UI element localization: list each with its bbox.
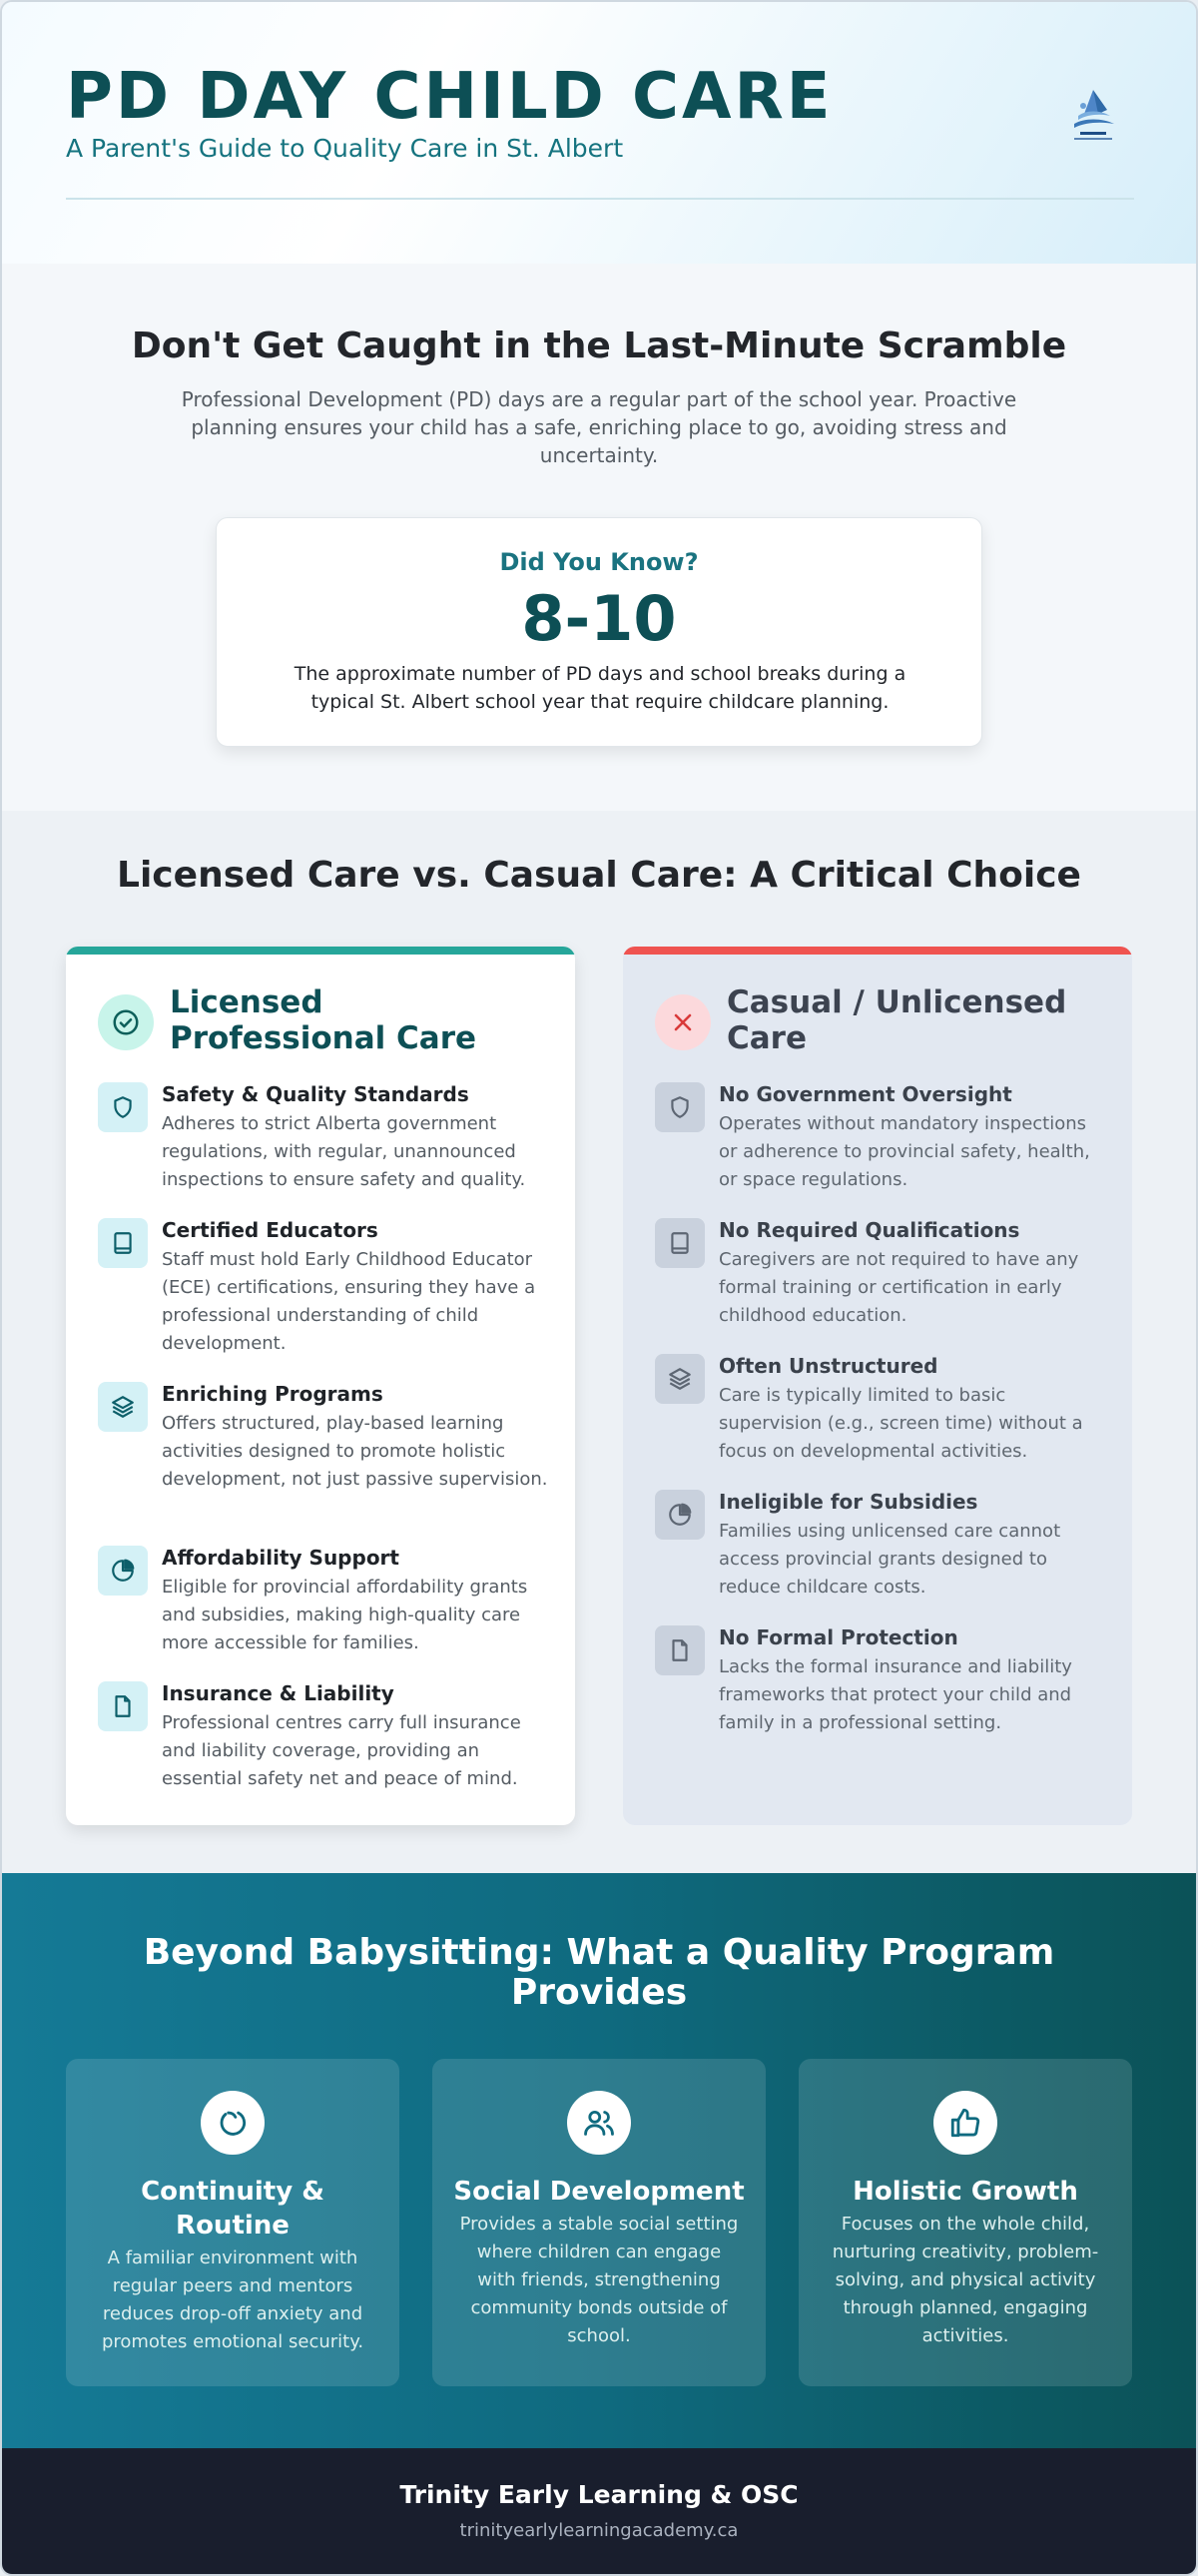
feature-card bbox=[799, 2059, 1132, 2386]
item-title: Affordability Support bbox=[162, 1546, 399, 1570]
comparison-heading: Licensed Care vs. Casual Care: A Critical Choice bbox=[117, 855, 1081, 896]
thumbs-up-icon bbox=[933, 2091, 997, 2155]
item-title: Safety & Quality Standards bbox=[162, 1082, 469, 1106]
document-icon bbox=[655, 1625, 705, 1675]
item-title: No Required Qualifications bbox=[719, 1218, 1020, 1242]
item-description: Lacks the formal insurance and liability frameworks that protect your child and family in a professional setting. bbox=[719, 1656, 1072, 1733]
feature-title: Holistic Growth bbox=[853, 2177, 1078, 2207]
continuity-icon bbox=[201, 2091, 265, 2155]
footer bbox=[2, 2448, 1196, 2574]
item-title: Ineligible for Subsidies bbox=[719, 1490, 978, 1514]
item-description: Offers structured, play-based learning activities designed to promote holistic development, not just passive supervision. bbox=[162, 1413, 548, 1490]
intro-section bbox=[2, 264, 1196, 811]
feature-description: Focuses on the whole child, nurturing creativity, problem-solving, and physical activity through planned, engaging activities. bbox=[832, 2214, 1099, 2346]
feature-card bbox=[66, 2059, 399, 2386]
beyond-section bbox=[2, 1873, 1196, 2448]
comparison-section bbox=[2, 811, 1196, 1873]
item-description: Operates without mandatory inspections or adherence to provincial safety, health, or space regulations. bbox=[719, 1113, 1090, 1190]
intro-text: Professional Development (PD) days are a regular part of the school year. Proactive planning ensures your child has a safe, enriching place to go, avoiding stress and uncertainty. bbox=[181, 387, 1017, 467]
beyond-heading: Beyond Babysitting: What a Quality Program Provides bbox=[143, 1932, 1055, 2013]
page-title: PD DAY CHILD CARE bbox=[66, 60, 834, 134]
footer-organization: Trinity Early Learning & OSC bbox=[399, 2480, 799, 2509]
footer-website-link[interactable]: trinityearlylearningacademy.ca bbox=[459, 2520, 739, 2541]
feature-card bbox=[432, 2059, 766, 2386]
users-icon bbox=[567, 2091, 631, 2155]
feature-title: Social Development bbox=[453, 2177, 745, 2207]
casual-care-card bbox=[623, 947, 1132, 1825]
item-description: Adheres to strict Alberta government regulations, with regular, unannounced inspections to ensure safety and quality. bbox=[162, 1113, 526, 1190]
item-title: Insurance & Liability bbox=[162, 1681, 394, 1705]
shield-icon bbox=[98, 1082, 148, 1132]
header bbox=[2, 2, 1196, 264]
stat-number: 8-10 bbox=[521, 582, 677, 655]
stat-card bbox=[216, 517, 982, 747]
feature-description: Provides a stable social setting where children can engage with friends, strengthening community bonds outside of school. bbox=[459, 2214, 739, 2346]
feature-title: Continuity & Routine bbox=[141, 2177, 324, 2241]
licensed-title: Licensed Professional Care bbox=[170, 984, 477, 1056]
check-circle-icon bbox=[98, 994, 154, 1050]
item-title: Enriching Programs bbox=[162, 1382, 383, 1406]
item-description: Families using unlicensed care cannot access provincial grants designed to reduce childcare costs. bbox=[719, 1521, 1061, 1598]
stat-label: Did You Know? bbox=[499, 548, 699, 576]
pie-chart-icon bbox=[98, 1546, 148, 1596]
item-description: Care is typically limited to basic supervision (e.g., screen time) without a focus on developmental activities. bbox=[719, 1385, 1083, 1462]
logo-icon bbox=[1060, 84, 1126, 150]
item-title: Certified Educators bbox=[162, 1218, 378, 1242]
header-divider bbox=[66, 198, 1134, 200]
book-icon bbox=[655, 1218, 705, 1268]
item-title: Often Unstructured bbox=[719, 1354, 938, 1378]
pie-chart-icon bbox=[655, 1490, 705, 1540]
item-title: No Formal Protection bbox=[719, 1625, 958, 1649]
intro-heading: Don't Get Caught in the Last-Minute Scramble bbox=[131, 325, 1067, 366]
item-title: No Government Oversight bbox=[719, 1082, 1012, 1106]
item-description: Eligible for provincial affordability grants and subsidies, making high-quality care more accessible for families. bbox=[162, 1577, 528, 1653]
page-subtitle: A Parent's Guide to Quality Care in St. Albert bbox=[66, 134, 624, 163]
layers-icon bbox=[98, 1382, 148, 1432]
item-description: Caregivers are not required to have any formal training or certification in early childhood education. bbox=[719, 1249, 1079, 1326]
stat-description: The approximate number of PD days and school breaks during a typical St. Albert school year that require childcare planning. bbox=[294, 663, 906, 713]
licensed-accent-bar bbox=[66, 947, 575, 955]
licensed-care-card bbox=[66, 947, 575, 1825]
shield-icon bbox=[655, 1082, 705, 1132]
book-icon bbox=[98, 1218, 148, 1268]
casual-accent-bar bbox=[623, 947, 1132, 955]
item-description: Professional centres carry full insurance and liability coverage, providing an essential safety net and peace of mind. bbox=[162, 1712, 521, 1789]
item-description: Staff must hold Early Childhood Educator (ECE) certifications, ensuring they have a professional understanding of child development. bbox=[162, 1249, 536, 1354]
casual-title: Casual / Unlicensed Care bbox=[727, 984, 1067, 1056]
layers-icon bbox=[655, 1354, 705, 1404]
feature-description: A familiar environment with regular peers and mentors reduces drop-off anxiety and promotes emotional security. bbox=[101, 2248, 364, 2352]
x-icon bbox=[655, 994, 711, 1050]
document-icon bbox=[98, 1681, 148, 1731]
